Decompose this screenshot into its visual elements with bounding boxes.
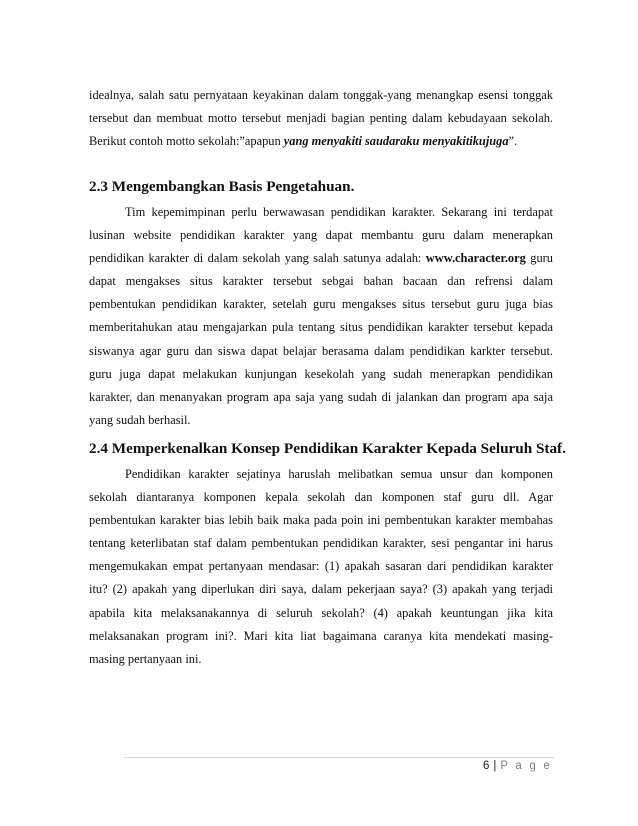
paragraph-line-motto (89, 130, 553, 153)
page-number: 6 (482, 760, 490, 772)
paragraph-line: pembentukan karakter bias lebih baik maka pada poin ini pembentukan karakter membahas (89, 513, 553, 528)
section-heading-2-3: 2.3 Mengembangkan Basis Pengetahuan. (89, 178, 355, 195)
footer-separator: | (493, 760, 497, 772)
paragraph-line: sekolah diantaranya komponen kepala sekolah dan komponen staf guru dll. Agar (89, 490, 553, 505)
paragraph-line: siswanya agar guru dan siswa dapat belajar berasama dalam pendidikan karkter tersebut. (89, 343, 553, 358)
paragraph-line: melaksanakan program ini?. Mari kita liat bagaimana caranya kita mendekati masing- (89, 628, 553, 643)
motto-prefix: Berikut contoh motto sekolah:”apapun (89, 134, 284, 149)
paragraph-line: Tim kepemimpinan perlu berwawasan pendidikan karakter. Sekarang ini terdapat (125, 205, 553, 219)
section-2-3-paragraph (89, 201, 553, 432)
paragraph-line: Pendidikan karakter sejatinya haruslah melibatkan semua unsur dan komponen (125, 467, 553, 481)
paragraph-line: itu? (2) apakah yang diperlukan diri saya, dalam pekerjaan saya? (3) apakah yang terjadi (89, 582, 553, 597)
motto-text: yang menyakiti saudaraku menyakitikujuga (283, 134, 509, 149)
paragraph-line: lusinan website pendidikan karakter yang dapat membantu guru dalam menerapkan (89, 228, 553, 243)
paragraph-line: memberitahukan atau mengajarkan pula tentang situs pendidikan karakter tersebut kepada (89, 320, 553, 335)
motto-suffix: ”. (508, 134, 518, 149)
paragraph-line-website (89, 247, 553, 270)
website-link: www.character.org (425, 251, 526, 266)
paragraph-line: tersebut dan membuat motto tersebut menjadi bagian penting dalam kebudayaan sekolah. (89, 111, 553, 126)
paragraph-line: mengemukakan empat pertanyaan mendasar: (1) apakah sasaran dari pendidikan karakter (89, 559, 553, 574)
website-suffix: guru (525, 251, 553, 266)
page-label: P a g e (500, 760, 552, 772)
paragraph-line: masing pertanyaan ini. (89, 651, 202, 666)
paragraph-line: idealnya, salah satu pernyataan keyakinan dalam tonggak-yang menangkap esensi tonggak (89, 88, 553, 102)
paragraph-line: yang sudah berhasil. (89, 412, 191, 427)
website-prefix: pendidikan karakter di dalam sekolah yang salah satunya adalah: (89, 251, 426, 266)
section-2-4-paragraph (89, 463, 553, 671)
paragraph-line: tentang keterlibatan staf dalam pembentukan pendidikan karakter, sesi pengantar ini harus (89, 536, 553, 551)
footer-divider (124, 757, 554, 758)
section-heading-2-4: 2.4 Memperkenalkan Konsep Pendidikan Karakter Kepada Seluruh Staf. (89, 440, 566, 457)
intro-paragraph (89, 84, 553, 153)
paragraph-line: dapat mengakses situs karakter tersebut sebgai bahan bacaan dan refrensi dalam (89, 274, 553, 289)
paragraph-line: guru juga dapat melakukan kunjungan kesekolah yang sudah menerapkan pendidikan (89, 366, 553, 381)
paragraph-line: pembentukan pendidikan karakter, setelah guru mengakses situs tersebut guru juga bias (89, 297, 553, 312)
page-footer (483, 760, 552, 772)
paragraph-line: apabila kita melaksanakannya di seluruh sekolah? (4) apakah keuntungan jika kita (89, 605, 553, 620)
paragraph-line: karakter, dan menanyakan program apa saja yang sudah di jalankan dan program apa saja (89, 389, 553, 404)
